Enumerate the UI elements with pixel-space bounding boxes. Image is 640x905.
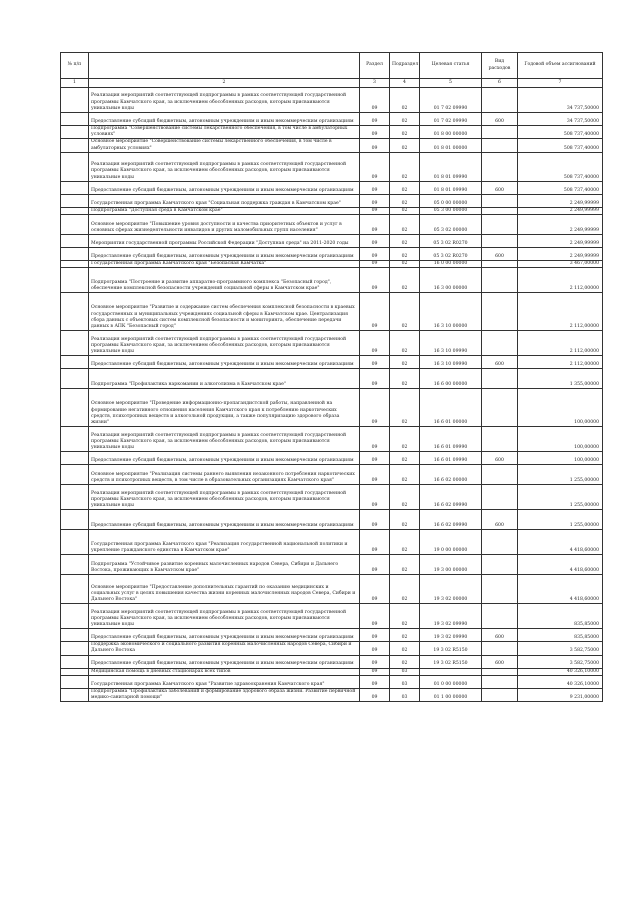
row-name-cell: Государственная программа Камчатского края "Реализация государственной национальной политики и укрепление гражданского единства в Камчатском крае" (89, 530, 360, 555)
row-target-article-cell: 01 8 00 00000 (420, 126, 482, 139)
row-sum-cell: 4 418,60000 (518, 575, 603, 604)
row-sum-cell: 835,85000 (518, 604, 603, 629)
row-name-cell: Подпрограмма "Совершенствование системы лекарственного обеспечения, в том числе в амбулаторных условиях" (89, 126, 360, 139)
row-podrazdel-cell: 02 (390, 356, 420, 369)
row-sum-cell: 2 249,99999 (518, 215, 603, 235)
row-num-cell (61, 629, 89, 642)
row-num-cell (61, 113, 89, 126)
row-num-cell (61, 331, 89, 356)
row-podrazdel-cell: 02 (390, 604, 420, 629)
row-expense-type-cell (482, 369, 518, 389)
row-name-cell: Предоставление субсидий бюджетным, автономным учреждениям и иным некоммерческим организациям (89, 510, 360, 530)
row-num-cell (61, 555, 89, 575)
index-cell: 4 (390, 79, 420, 88)
row-name-cell: Предоставление субсидий бюджетным, автономным учреждениям и иным некоммерческим организациям (89, 452, 360, 465)
row-name-cell: Предоставление субсидий бюджетным, автономным учреждениям и иным некоммерческим организациям (89, 181, 360, 194)
row-target-article-cell: 01 8 01 09990 (420, 181, 482, 194)
row-podrazdel-cell: 02 (390, 126, 420, 139)
row-target-article-cell: 16 0 00 00000 (420, 261, 482, 268)
table-row (61, 675, 603, 688)
row-podrazdel-cell: 02 (390, 485, 420, 510)
row-sum-cell: 2 249,99999 (518, 194, 603, 207)
table-row (61, 668, 603, 675)
index-cell: 5 (420, 79, 482, 88)
row-num-cell (61, 485, 89, 510)
row-num-cell (61, 668, 89, 675)
row-sum-cell: 2 249,99999 (518, 248, 603, 261)
row-razdel-cell: 09 (360, 485, 390, 510)
row-expense-type-cell (482, 555, 518, 575)
row-razdel-cell: 09 (360, 369, 390, 389)
row-num-cell (61, 655, 89, 668)
row-name-cell: Предоставление субсидий бюджетным, автономным учреждениям и иным некоммерческим организациям (89, 113, 360, 126)
row-sum-cell: 2 112,00000 (518, 356, 603, 369)
row-name-cell: Мероприятия государственной программы Российской Федерации "Доступная среда" на 2011-2020 годы (89, 235, 360, 248)
row-num-cell (61, 575, 89, 604)
row-expense-type-cell (482, 139, 518, 152)
table-row (61, 356, 603, 369)
row-sum-cell: 508 737,40000 (518, 126, 603, 139)
header-target-article: Целевая статья (420, 53, 482, 79)
table-row (61, 530, 603, 555)
row-expense-type-cell (482, 485, 518, 510)
row-sum-cell: 2 249,99999 (518, 235, 603, 248)
table-row (61, 452, 603, 465)
row-num-cell (61, 152, 89, 181)
table-row (61, 113, 603, 126)
table-row (61, 207, 603, 214)
row-razdel-cell: 09 (360, 668, 390, 675)
row-num-cell (61, 215, 89, 235)
row-razdel-cell: 09 (360, 675, 390, 688)
table-row (61, 268, 603, 293)
row-sum-cell: 34 737,50000 (518, 88, 603, 113)
row-razdel-cell: 09 (360, 248, 390, 261)
header-num: № п/п (61, 53, 89, 79)
row-expense-type-cell (482, 675, 518, 688)
row-name-cell: Предоставление субсидий бюджетным, автономным учреждениям и иным некоммерческим организациям (89, 655, 360, 668)
row-expense-type-cell: 600 (482, 629, 518, 642)
row-sum-cell: 100,00000 (518, 427, 603, 452)
table-row (61, 555, 603, 575)
row-podrazdel-cell: 02 (390, 510, 420, 530)
row-expense-type-cell: 600 (482, 113, 518, 126)
row-podrazdel-cell: 02 (390, 181, 420, 194)
row-name-cell: Реализация мероприятий соответствующей подпрограммы в рамках соответствующей государственной программы Камчатского края, за исключением обособленных расходов, которым присваиваются уникальные коды (89, 88, 360, 113)
row-razdel-cell: 09 (360, 575, 390, 604)
row-sum-cell: 1 355,00000 (518, 369, 603, 389)
row-sum-cell: 9 231,00000 (518, 688, 603, 701)
row-podrazdel-cell: 02 (390, 389, 420, 427)
row-expense-type-cell: 600 (482, 356, 518, 369)
row-razdel-cell: 09 (360, 194, 390, 207)
row-name-cell: Реализация мероприятий соответствующей подпрограммы в рамках соответствующей государственной программы Камчатского края, за исключением обособленных расходов, которым присваиваются уникальные коды (89, 152, 360, 181)
row-num-cell (61, 356, 89, 369)
row-razdel-cell: 09 (360, 88, 390, 113)
row-expense-type-cell: 600 (482, 181, 518, 194)
row-sum-cell: 835,85000 (518, 629, 603, 642)
row-razdel-cell: 09 (360, 510, 390, 530)
row-sum-cell: 3 582,75000 (518, 655, 603, 668)
table-row (61, 389, 603, 427)
row-expense-type-cell: 600 (482, 452, 518, 465)
row-target-article-cell: 16 3 10 00000 (420, 293, 482, 331)
row-num-cell (61, 88, 89, 113)
row-podrazdel-cell: 02 (390, 629, 420, 642)
row-name-cell: Реализация мероприятий соответствующей подпрограммы в рамках соответствующей государственной программы Камчатского края, за исключением обособленных расходов, которым присваиваются уникальные коды (89, 331, 360, 356)
table-body (61, 88, 603, 702)
table-header-row (61, 53, 603, 79)
row-num-cell (61, 126, 89, 139)
row-num-cell (61, 642, 89, 655)
table-row (61, 485, 603, 510)
row-num-cell (61, 261, 89, 268)
row-expense-type-cell (482, 268, 518, 293)
row-podrazdel-cell: 02 (390, 139, 420, 152)
row-target-article-cell: 01 8 01 09990 (420, 152, 482, 181)
row-razdel-cell: 09 (360, 389, 390, 427)
row-podrazdel-cell: 02 (390, 194, 420, 207)
row-sum-cell: 508 737,40000 (518, 152, 603, 181)
row-sum-cell: 4 418,60000 (518, 530, 603, 555)
row-razdel-cell: 09 (360, 126, 390, 139)
row-target-article-cell: 05 3 02 00000 (420, 215, 482, 235)
header-name (89, 53, 360, 79)
row-target-article-cell: 16 3 10 09990 (420, 331, 482, 356)
row-expense-type-cell (482, 642, 518, 655)
row-name-cell: Основное мероприятие "Повышение уровня доступности и качества приоритетных объектов и услуг в основных сферах жизнедеятельности инвалидов и других маломобильных групп населения" (89, 215, 360, 235)
row-expense-type-cell (482, 194, 518, 207)
row-target-article-cell: 01 0 00 00000 (420, 675, 482, 688)
row-target-article-cell: 19 3 02 09990 (420, 629, 482, 642)
row-num-cell (61, 530, 89, 555)
row-num-cell (61, 427, 89, 452)
row-razdel-cell: 09 (360, 642, 390, 655)
row-razdel-cell: 09 (360, 688, 390, 701)
row-podrazdel-cell: 02 (390, 530, 420, 555)
table-row (61, 427, 603, 452)
row-sum-cell: 2 249,99999 (518, 207, 603, 214)
row-name-cell: Основное мероприятие "Развитие и содержание систем обеспечения комплексной безопасности в краевых государственных и муниципальных учреждениях социальной сферы в Камчатском крае. Централизация сбора данных с объектовых систем комплексной безопасности и мониторинга, обеспечение передачи данных в АПК "Безопасный город" (89, 293, 360, 331)
row-num-cell (61, 194, 89, 207)
row-expense-type-cell (482, 465, 518, 485)
row-podrazdel-cell: 02 (390, 427, 420, 452)
table-row (61, 248, 603, 261)
row-target-article-cell: 01 1 00 00000 (420, 688, 482, 701)
row-name-cell: Предоставление субсидий бюджетным, автономным учреждениям и иным некоммерческим организациям (89, 629, 360, 642)
row-podrazdel-cell: 02 (390, 268, 420, 293)
row-razdel-cell: 09 (360, 427, 390, 452)
row-podrazdel-cell: 02 (390, 642, 420, 655)
row-sum-cell: 1 255,00000 (518, 510, 603, 530)
row-expense-type-cell (482, 668, 518, 675)
table-row (61, 688, 603, 701)
row-num-cell (61, 452, 89, 465)
row-num-cell (61, 235, 89, 248)
table-row (61, 642, 603, 655)
row-podrazdel-cell: 03 (390, 675, 420, 688)
row-expense-type-cell (482, 293, 518, 331)
row-podrazdel-cell: 02 (390, 215, 420, 235)
header-podrazdel: Подраздел (390, 53, 420, 79)
row-target-article-cell: 16 6 02 00000 (420, 465, 482, 485)
row-podrazdel-cell: 02 (390, 235, 420, 248)
row-razdel-cell: 09 (360, 268, 390, 293)
row-podrazdel-cell: 02 (390, 207, 420, 214)
row-target-article-cell: 16 6 02 09990 (420, 510, 482, 530)
row-expense-type-cell (482, 427, 518, 452)
row-num-cell (61, 268, 89, 293)
row-podrazdel-cell: 02 (390, 261, 420, 268)
row-name-cell: Государственная программа Камчатского края "Безопасная Камчатка" (89, 261, 360, 268)
row-target-article-cell: 05 3 02 R0270 (420, 248, 482, 261)
row-sum-cell: 2 112,00000 (518, 268, 603, 293)
table-row (61, 575, 603, 604)
index-cell: 6 (482, 79, 518, 88)
row-target-article-cell: 16 3 10 09990 (420, 356, 482, 369)
row-target-article-cell: 19 0 00 00000 (420, 530, 482, 555)
row-razdel-cell: 09 (360, 465, 390, 485)
row-name-cell: Предоставление субсидий бюджетным, автономным учреждениям и иным некоммерческим организациям (89, 248, 360, 261)
row-podrazdel-cell: 02 (390, 113, 420, 126)
row-target-article-cell: 16 6 01 00000 (420, 389, 482, 427)
row-podrazdel-cell: 02 (390, 152, 420, 181)
table-row (61, 139, 603, 152)
row-name-cell: Подпрограмма "Профилактика наркомании и алкоголизма в Камчатском крае" (89, 369, 360, 389)
row-podrazdel-cell: 02 (390, 575, 420, 604)
row-target-article-cell: 19 3 02 R5150 (420, 642, 482, 655)
row-num-cell (61, 181, 89, 194)
row-num-cell (61, 465, 89, 485)
row-num-cell (61, 604, 89, 629)
index-cell: 7 (518, 79, 603, 88)
row-sum-cell: 100,00000 (518, 452, 603, 465)
row-name-cell: Медицинская помощь в дневных стационарах всех типов (89, 668, 360, 675)
row-name-cell: Подпрограмма "Построение и развитие аппаратно-программного комплекса "Безопасный город", обеспечение комплексной безопасности учреждений социальной сферы в Камчатском крае" (89, 268, 360, 293)
row-podrazdel-cell: 03 (390, 688, 420, 701)
row-expense-type-cell (482, 261, 518, 268)
row-name-cell: Основное мероприятие "Проведение информационно-пропагандистской работы, направленной на формирование негативного отношения населения Камчатского края к потреблению наркотических средств, психотропных веществ и алкогольной продукции, а также популяризацию здорового образа жизни" (89, 389, 360, 427)
row-name-cell: Основное мероприятие "Реализация системы раннего выявления незаконного потребления наркотических средств и психотропных веществ, в том числе в образовательных организациях Камчатского края" (89, 465, 360, 485)
index-cell: 1 (61, 79, 89, 88)
row-expense-type-cell (482, 604, 518, 629)
row-razdel-cell: 09 (360, 181, 390, 194)
row-sum-cell: 100,00000 (518, 389, 603, 427)
table-row (61, 331, 603, 356)
row-expense-type-cell: 600 (482, 510, 518, 530)
row-target-article-cell: 16 6 01 09990 (420, 452, 482, 465)
row-target-article-cell: 16 6 02 09990 (420, 485, 482, 510)
budget-table (60, 52, 603, 702)
row-num-cell (61, 510, 89, 530)
row-sum-cell: 2 112,00000 (518, 293, 603, 331)
row-razdel-cell: 09 (360, 261, 390, 268)
row-podrazdel-cell: 02 (390, 293, 420, 331)
row-num-cell (61, 675, 89, 688)
header-razdel: Раздел (360, 53, 390, 79)
row-sum-cell: 4 418,60000 (518, 555, 603, 575)
row-name-cell: Предоставление субсидий бюджетным, автономным учреждениям и иным некоммерческим организациям (89, 356, 360, 369)
table-row (61, 369, 603, 389)
table-row (61, 510, 603, 530)
row-expense-type-cell (482, 207, 518, 214)
row-sum-cell: 40 326,10000 (518, 668, 603, 675)
row-sum-cell: 1 255,00000 (518, 465, 603, 485)
row-num-cell (61, 293, 89, 331)
row-podrazdel-cell: 02 (390, 369, 420, 389)
row-target-article-cell: 05 3 02 R0270 (420, 235, 482, 248)
row-target-article-cell: 05 0 00 00000 (420, 194, 482, 207)
row-target-article-cell: 16 6 00 00000 (420, 369, 482, 389)
row-expense-type-cell (482, 575, 518, 604)
table-row (61, 194, 603, 207)
row-target-article-cell: 19 3 02 09990 (420, 604, 482, 629)
row-sum-cell: 508 737,40000 (518, 181, 603, 194)
table-row (61, 629, 603, 642)
row-expense-type-cell (482, 235, 518, 248)
table-row (61, 152, 603, 181)
index-cell: 3 (360, 79, 390, 88)
row-target-article-cell: 01 8 01 00000 (420, 139, 482, 152)
table-row (61, 293, 603, 331)
row-sum-cell: 508 737,40000 (518, 139, 603, 152)
row-razdel-cell: 09 (360, 215, 390, 235)
row-name-cell: Реализация мероприятий соответствующей подпрограммы в рамках соответствующей государственной программы Камчатского края, за исключением обособленных расходов, которым присваиваются уникальные коды (89, 485, 360, 510)
row-target-article-cell: 16 3 00 00000 (420, 268, 482, 293)
header-expense-type: Вид расходов (482, 53, 518, 79)
row-expense-type-cell: 600 (482, 248, 518, 261)
row-razdel-cell: 09 (360, 139, 390, 152)
budget-table-sheet (60, 52, 602, 702)
row-expense-type-cell (482, 126, 518, 139)
row-sum-cell: 1 255,00000 (518, 485, 603, 510)
table-row (61, 655, 603, 668)
table-row (61, 261, 603, 268)
row-podrazdel-cell: 02 (390, 331, 420, 356)
row-razdel-cell: 09 (360, 356, 390, 369)
row-razdel-cell: 09 (360, 530, 390, 555)
row-num-cell (61, 139, 89, 152)
row-sum-cell: 3 582,75000 (518, 642, 603, 655)
row-expense-type-cell (482, 688, 518, 701)
row-target-article-cell: 16 6 01 09990 (420, 427, 482, 452)
row-name-cell: Реализация мероприятий соответствующей подпрограммы в рамках соответствующей государственной программы Камчатского края, за исключением обособленных расходов, которым присваиваются уникальные коды (89, 604, 360, 629)
row-razdel-cell: 09 (360, 655, 390, 668)
row-name-cell: Подпрограмма "Доступная среда в Камчатском крае" (89, 207, 360, 214)
row-podrazdel-cell: 02 (390, 655, 420, 668)
row-razdel-cell: 09 (360, 293, 390, 331)
row-target-article-cell: 19 3 02 00000 (420, 575, 482, 604)
index-cell: 2 (89, 79, 360, 88)
table-row (61, 215, 603, 235)
table-index-row (61, 79, 603, 88)
table-row (61, 126, 603, 139)
table-row (61, 604, 603, 629)
row-name-cell: Подпрограмма "Профилактика заболеваний и формирование здорового образа жизни. Развитие первичной медико-санитарной помощи" (89, 688, 360, 701)
row-sum-cell: 2 112,00000 (518, 331, 603, 356)
row-expense-type-cell (482, 152, 518, 181)
row-podrazdel-cell: 02 (390, 452, 420, 465)
row-num-cell (61, 688, 89, 701)
row-podrazdel-cell: 02 (390, 248, 420, 261)
row-expense-type-cell (482, 215, 518, 235)
row-expense-type-cell (482, 530, 518, 555)
row-num-cell (61, 248, 89, 261)
row-expense-type-cell: 600 (482, 655, 518, 668)
row-podrazdel-cell: 02 (390, 88, 420, 113)
row-name-cell: Основное мероприятие "Предоставление дополнительных гарантий по оказанию медицинских и социальных услуг в целях повышения качества жизни коренных малочисленных народов Севера, Сибири и Дальнего Востока" (89, 575, 360, 604)
row-expense-type-cell (482, 331, 518, 356)
row-target-article-cell (420, 668, 482, 675)
row-name-cell: Реализация мероприятий соответствующей подпрограммы в рамках соответствующей государственной программы Камчатского края, за исключением обособленных расходов, которым присваиваются уникальные коды (89, 427, 360, 452)
row-podrazdel-cell: 02 (390, 555, 420, 575)
row-razdel-cell: 09 (360, 452, 390, 465)
row-target-article-cell: 05 3 00 00000 (420, 207, 482, 214)
row-podrazdel-cell: 02 (390, 465, 420, 485)
row-target-article-cell: 01 7 02 09990 (420, 88, 482, 113)
table-row (61, 88, 603, 113)
row-name-cell: Поддержка экономического и социального развития коренных малочисленных народов Севера, Сибири и Дальнего Востока (89, 642, 360, 655)
row-name-cell: Основное мероприятие "Совершенствование системы лекарственного обеспечения, в том числе в амбулаторных условиях" (89, 139, 360, 152)
row-num-cell (61, 389, 89, 427)
row-num-cell (61, 207, 89, 214)
table-row (61, 465, 603, 485)
row-target-article-cell: 01 7 02 09990 (420, 113, 482, 126)
row-name-cell: Государственная программа Камчатского края "Социальная поддержка граждан в Камчатском крае" (89, 194, 360, 207)
row-podrazdel-cell: 03 (390, 668, 420, 675)
row-razdel-cell: 09 (360, 555, 390, 575)
row-name-cell: Государственная программа Камчатского края "Развитие здравоохранения Камчатского края" (89, 675, 360, 688)
row-razdel-cell: 09 (360, 207, 390, 214)
row-target-article-cell: 19 3 00 00000 (420, 555, 482, 575)
row-expense-type-cell (482, 88, 518, 113)
row-target-article-cell: 19 3 02 R5150 (420, 655, 482, 668)
row-name-cell: Подпрограмма "Устойчивое развитие коренных малочисленных народов Севера, Сибири и Дальнего Востока, проживающих в Камчатском крае" (89, 555, 360, 575)
row-razdel-cell: 09 (360, 152, 390, 181)
table-row (61, 181, 603, 194)
row-razdel-cell: 09 (360, 113, 390, 126)
row-sum-cell: 40 326,10000 (518, 675, 603, 688)
row-razdel-cell: 09 (360, 331, 390, 356)
row-sum-cell: 3 467,00000 (518, 261, 603, 268)
header-annual-sum: Годовой объем ассигнований (518, 53, 603, 79)
row-razdel-cell: 09 (360, 629, 390, 642)
row-sum-cell: 34 737,50000 (518, 113, 603, 126)
row-num-cell (61, 369, 89, 389)
table-row (61, 235, 603, 248)
row-expense-type-cell (482, 389, 518, 427)
row-razdel-cell: 09 (360, 235, 390, 248)
row-razdel-cell: 09 (360, 604, 390, 629)
